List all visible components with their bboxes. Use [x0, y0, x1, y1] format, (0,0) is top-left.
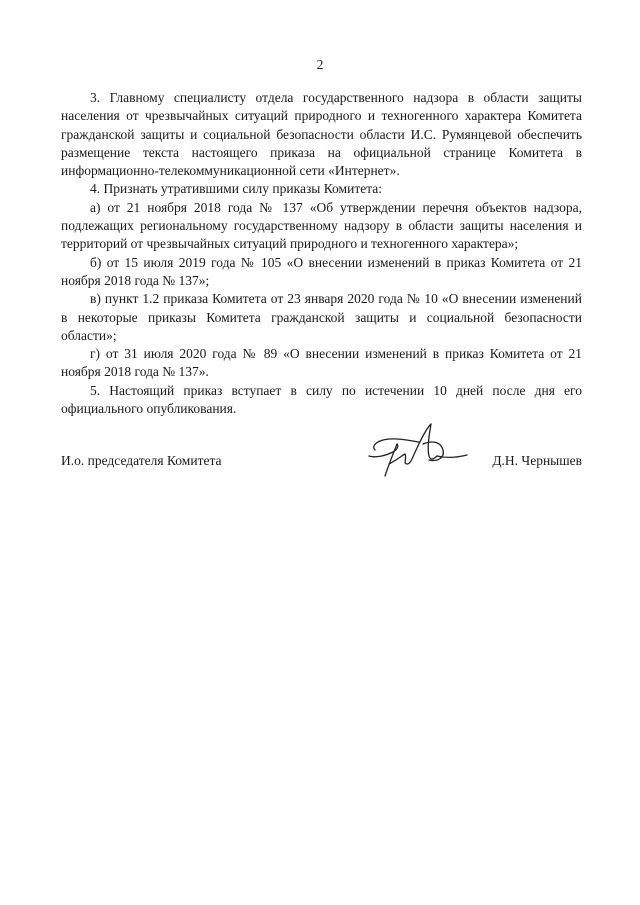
paragraph-4: 4. Признать утратившими силу приказы Комитета:	[90, 181, 383, 197]
paragraph-4a: а) от 21 ноября 2018 года № 137 «Об утверждении перечня объектов надзора, подлежащих региональному государственному надзору в области защиты населения и территорий от чрезвычайных ситуаций природного и техногенного характера»;	[61, 199, 582, 252]
paragraph-4b: б) от 15 июля 2019 года № 105 «О внесении изменений в приказ Комитета от 21 ноября 2018 года № 137»;	[61, 254, 582, 288]
signatory-title: И.о. председателя Комитета	[61, 453, 222, 468]
document-body	[61, 89, 582, 418]
paragraph-4d: г) от 31 июля 2020 года № 89 «О внесении изменений в приказ Комитета от 21 ноября 2018 года № 137».	[61, 346, 582, 380]
handwritten-signature	[367, 420, 472, 482]
signature-block	[61, 420, 582, 490]
signatory-name: Д.Н. Чернышев	[492, 453, 582, 468]
paragraph-3: 3. Главному специалисту отдела государственного надзора в области защиты населения от чрезвычайных ситуаций природного и техногенного характера Комитета гражданской защиты и социальной безопасности области И.С. Румянцевой обеспечить размещение текста настоящего приказа на официальной странице Комитета в информационно-телекоммуникационной сети «Интернет».	[61, 90, 582, 179]
paragraph-4c: в) пункт 1.2 приказа Комитета от 23 января 2020 года № 10 «О внесении изменений в некоторые приказы Комитета гражданской защиты и социальной безопасности области»;	[61, 291, 582, 343]
paragraph-5: 5. Настоящий приказ вступает в силу по истечении 10 дней после дня его официального опубликования.	[61, 382, 582, 417]
page-number: 2	[316, 57, 324, 72]
